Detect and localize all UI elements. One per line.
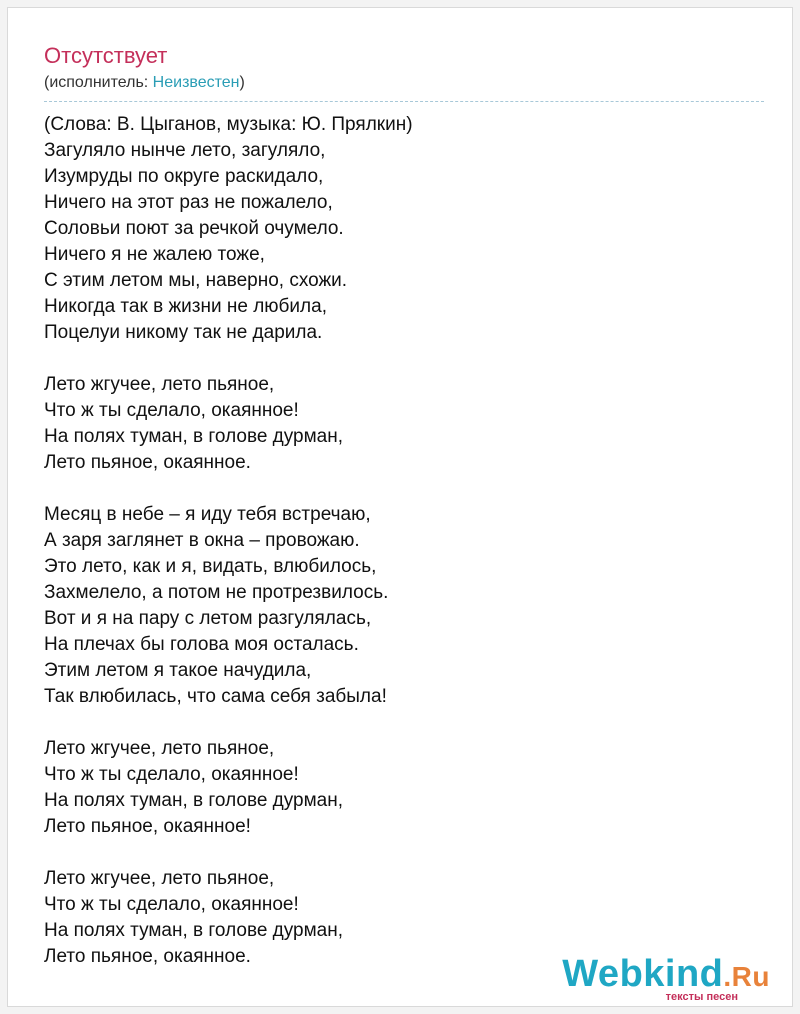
lyrics-card [7, 7, 793, 1007]
artist-prefix: (исполнитель: [44, 74, 153, 91]
lyrics-line: Что ж ты сделало, окаянное! [44, 400, 299, 421]
lyrics-line: Лето пьяное, окаянное! [44, 816, 251, 837]
artist-line [44, 73, 245, 93]
lyrics-line: (Слова: В. Цыганов, музыка: Ю. Прялкин) [44, 114, 413, 135]
lyrics-body [44, 112, 764, 996]
lyrics-line: Так влюбилась, что сама себя забыла! [44, 686, 387, 707]
lyrics-line: Никогда так в жизни не любила, [44, 296, 327, 317]
lyrics-line: Месяц в небе – я иду тебя встречаю, [44, 504, 371, 525]
lyrics-line: Лето пьяное, окаянное. [44, 946, 251, 967]
lyrics-stanza [44, 112, 764, 346]
lyrics-line: С этим летом мы, наверно, схожи. [44, 270, 348, 291]
lyrics-stanza [44, 372, 764, 476]
site-logo[interactable] [562, 954, 770, 1003]
lyrics-line: На полях туман, в голове дурман, [44, 920, 344, 941]
lyrics-line: Этим летом я такое начудила, [44, 660, 312, 681]
lyrics-line: Поцелуи никому так не дарила. [44, 322, 323, 343]
lyrics-line: На полях туман, в голове дурман, [44, 790, 344, 811]
artist-link[interactable]: Неизвестен [152, 74, 240, 91]
lyrics-line: Что ж ты сделало, окаянное! [44, 894, 299, 915]
lyrics-line: Это лето, как и я, видать, влюбилось, [44, 556, 377, 577]
lyrics-line: На плечах бы голова моя осталась. [44, 634, 359, 655]
lyrics-line: Лето жгучее, лето пьяное, [44, 738, 275, 759]
logo-tagline: тексты песен [665, 991, 738, 1003]
lyrics-line: Ничего я не жалею тоже, [44, 244, 265, 265]
lyrics-line: Лето пьяное, окаянное. [44, 452, 251, 473]
title-divider [44, 101, 764, 102]
lyrics-line: А заря заглянет в окна – провожаю. [44, 530, 360, 551]
logo-suffix: .Ru [723, 961, 770, 992]
lyrics-line: Что ж ты сделало, окаянное! [44, 764, 299, 785]
song-title: Отсутствует [44, 43, 168, 68]
logo-name: Webkind [562, 953, 724, 995]
lyrics-stanza [44, 736, 764, 840]
lyrics-line: Загуляло нынче лето, загуляло, [44, 140, 326, 161]
lyrics-line: Соловьи поют за речкой очумело. [44, 218, 344, 239]
lyrics-line: Лето жгучее, лето пьяное, [44, 868, 275, 889]
lyrics-line: Ничего на этот раз не пожалело, [44, 192, 333, 213]
lyrics-line: На полях туман, в голове дурман, [44, 426, 344, 447]
lyrics-stanza [44, 502, 764, 710]
lyrics-line: Вот и я на пару с летом разгулялась, [44, 608, 372, 629]
lyrics-line: Изумруды по округе раскидало, [44, 166, 324, 187]
lyrics-line: Лето жгучее, лето пьяное, [44, 374, 275, 395]
artist-suffix: ) [239, 74, 245, 91]
lyrics-line: Захмелело, а потом не протрезвилось. [44, 582, 389, 603]
